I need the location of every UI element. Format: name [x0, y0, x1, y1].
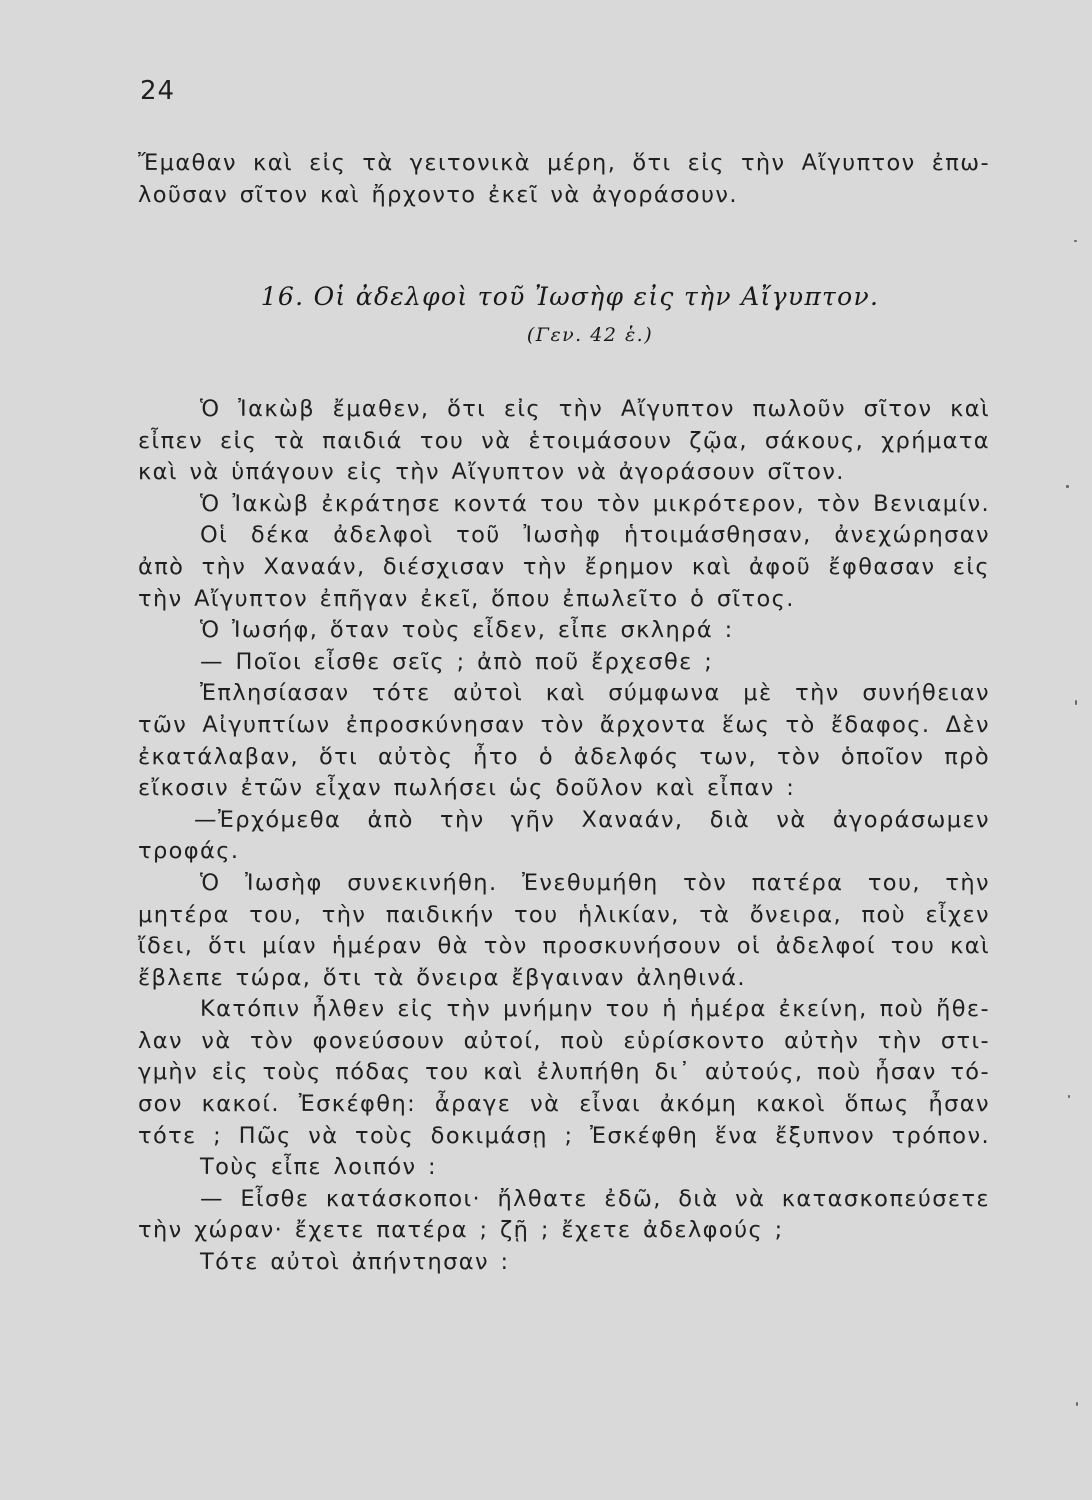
text-line: Ἐπλησίασαν τότε αὐτοὶ καὶ σύμφωνα μὲ τὴν συνήθειαν [200, 680, 990, 707]
text-line: Τότε αὐτοὶ ἀπήντησαν : [200, 1249, 510, 1276]
text-line: εἶπεν εἰς τὰ παιδιά του νὰ ἑτοιμάσουν ζῷα, σάκους, χρήματα [138, 427, 990, 454]
text-line: ἔβλεπε τώρα, ὅτι τὰ ὄνειρα ἔβγαιναν ἀληθινά. [138, 964, 746, 991]
text-line: ἐκατάλαβαν, ὅτι αὐτὸς ἦτο ὁ ἀδελφός των, τὸν ὁποῖον πρὸ [138, 743, 990, 770]
text-line: ἀπὸ τὴν Χαναάν, διέσχισαν τὴν ἔρημον καὶ ἀφοῦ ἔφθασαν εἰς [138, 553, 990, 580]
text-line: τροφάς. [138, 838, 240, 865]
paper-speck [1068, 1095, 1070, 1098]
text-line: εἴκοσιν ἐτῶν εἶχαν πωλήσει ὡς δοῦλον καὶ εἶπαν : [138, 775, 796, 802]
text-line: Τοὺς εἶπε λοιπόν : [200, 1154, 438, 1181]
text-line: Οἱ δέκα ἀδελφοὶ τοῦ Ἰωσὴφ ἡτοιμάσθησαν, ἀνεχώρησαν [200, 522, 990, 549]
paper-speck [1066, 485, 1069, 488]
text-line: Κατόπιν ἦλθεν εἰς τὴν μνήμην του ἡ ἡμέρα ἐκείνη, ποὺ ἤθε- [200, 996, 990, 1023]
text-line: σον κακοί. Ἐσκέφθη: ἆραγε νὰ εἶναι ἀκόμη κακοὶ ὅπως ἦσαν [138, 1091, 990, 1118]
text-line: Ὁ Ἰωσήφ, ὅταν τοὺς εἶδεν, εἶπε σκληρά : [200, 617, 734, 644]
text-line: τὴν Αἴγυπτον ἐπῆγαν ἐκεῖ, ὅπου ἐπωλεῖτο ὁ σῖτος. [138, 585, 795, 612]
section-reference: (Γεν. 42 ἑ.) [526, 324, 654, 346]
paper-speck [1076, 1402, 1078, 1406]
text-line: λοῦσαν σῖτον καὶ ἤρχοντο ἐκεῖ νὰ ἀγοράσουν. [138, 181, 738, 208]
text-line: ἴδει, ὅτι μίαν ἡμέραν θὰ τὸν προσκυνήσουν οἱ ἀδελφοί του καὶ [138, 933, 990, 960]
text-line: γμὴν εἰς τοὺς πόδας του καὶ ἐλυπήθη δι᾽ αὐτούς, ποὺ ἦσαν τό- [138, 1059, 990, 1086]
text-line: καὶ νὰ ὑπάγουν εἰς τὴν Αἴγυπτον νὰ ἀγοράσουν σῖτον. [138, 459, 845, 486]
text-line: Ὁ Ἰακὼβ ἔμαθεν, ὅτι εἰς τὴν Αἴγυπτον πωλοῦν σῖτον καὶ [200, 396, 990, 422]
text-line: Ὁ Ἰακὼβ ἐκράτησε κοντά του τὸν μικρότερον, τὸν Βενιαμίν. [200, 490, 990, 517]
text-line: —Ἐρχόμεθα ἀπὸ τὴν γῆν Χαναάν, διὰ νὰ ἀγοράσωμεν [194, 806, 990, 833]
text-line: — Εἶσθε κατάσκοποι· ἤλθατε ἐδῶ, διὰ νὰ κατασκοπεύσετε [200, 1185, 990, 1212]
page-number: 24 [140, 76, 176, 106]
text-line: — Ποῖοι εἶσθε σεῖς ; ἀπὸ ποῦ ἔρχεσθε ; [200, 648, 714, 675]
paper-speck [1074, 240, 1077, 242]
body-text [138, 394, 990, 1279]
text-line: τὴν χώραν· ἔχετε πατέρα ; ζῇ ; ἔχετε ἀδελφούς ; [138, 1217, 784, 1244]
paper-speck [1075, 700, 1077, 705]
text-line: Ὁ Ἰωσὴφ συνεκινήθη. Ἐνεθυμήθη τὸν πατέρα του, τὴν [200, 869, 990, 896]
text-line: τότε ; Πῶς νὰ τοὺς δοκιμάσῃ ; Ἐσκέφθη ἕνα ἔξυπνον τρόπον. [138, 1122, 990, 1149]
text-line: λαν νὰ τὸν φονεύσουν αὐτοί, ποὺ εὑρίσκοντο αὐτὴν τὴν στι- [138, 1027, 990, 1054]
text-line: τῶν Αἰγυπτίων ἐπροσκύνησαν τὸν ἄρχοντα ἕως τὸ ἔδαφος. Δὲν [138, 711, 990, 738]
section-title: 16. Οἱ ἀδελφοὶ τοῦ Ἰωσὴφ εἰς τὴν Αἴγυπτον. [260, 282, 880, 311]
text-line: Ἔμαθαν καὶ εἰς τὰ γειτονικὰ μέρη, ὅτι εἰς τὴν Αἴγυπτον ἐπω- [138, 150, 990, 176]
text-line: μητέρα του, τὴν παιδικήν του ἡλικίαν, τὰ ὄνειρα, ποὺ εἶχεν [138, 901, 990, 928]
intro-paragraph [138, 148, 990, 211]
